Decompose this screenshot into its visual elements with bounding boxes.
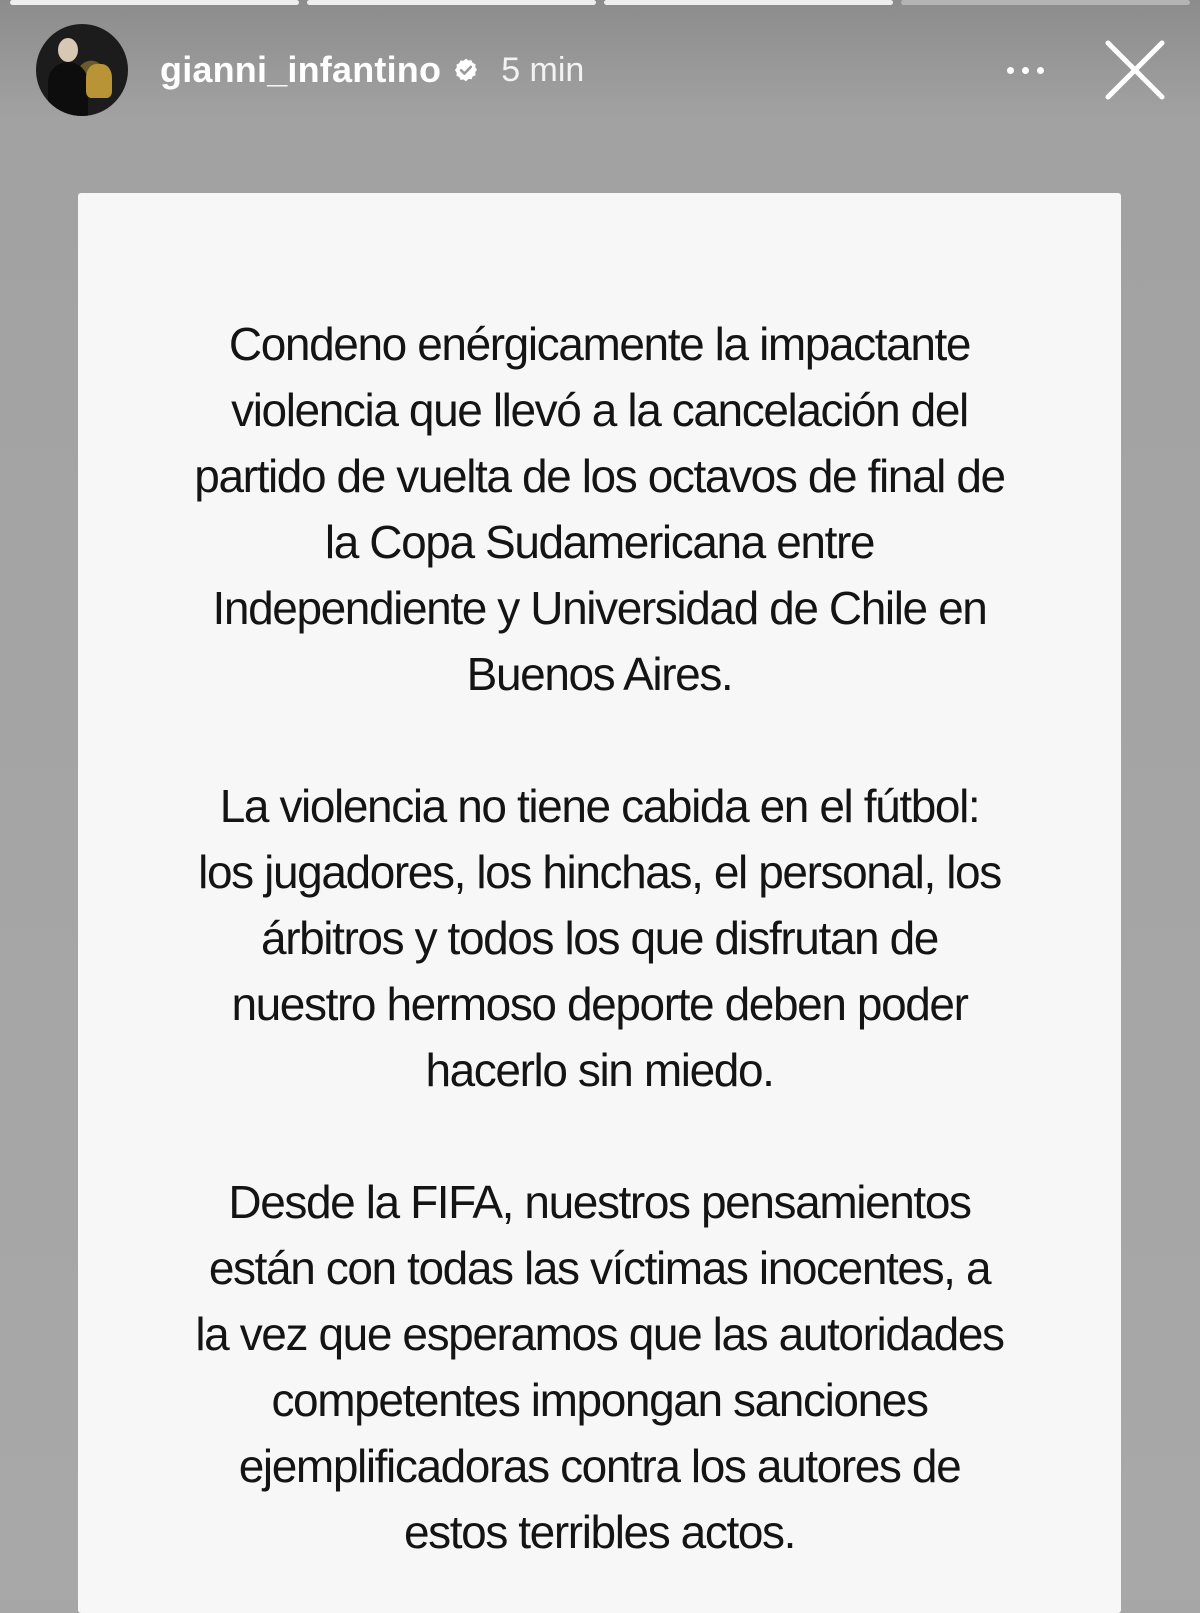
username-link[interactable]: gianni_infantino <box>160 49 442 90</box>
statement-text <box>78 311 1121 1565</box>
verified-badge-icon <box>453 57 479 83</box>
more-options-icon-dot <box>1022 67 1029 74</box>
more-options-icon-dot <box>1037 67 1044 74</box>
progress-segment <box>307 0 596 5</box>
avatar-head <box>58 38 78 62</box>
statement-paragraph-3: Desde la FIFA, nuestros pensamientos están con todas las víctimas inocentes, a la vez que esperamos que las autoridades competentes impongan sanciones ejemplificadoras contra los autores de estos terribles actos. <box>195 1176 1004 1558</box>
profile-avatar[interactable] <box>36 24 128 116</box>
avatar-figure <box>48 62 88 116</box>
avatar-trophy <box>86 64 112 98</box>
story-text-card <box>78 193 1121 1613</box>
more-options-button[interactable] <box>990 40 1060 100</box>
statement-paragraph-2: La violencia no tiene cabida en el fútbol: los jugadores, los hinchas, el personal, los árbitros y todos los que disfrutan de nuestro hermoso deporte deben poder hacerlo sin miedo. <box>198 780 1001 1096</box>
story-progress-bar <box>10 0 1190 5</box>
progress-segment <box>10 0 299 5</box>
post-time: 5 min <box>501 50 585 89</box>
story-header <box>36 22 1170 118</box>
progress-segment <box>604 0 893 5</box>
close-icon[interactable] <box>1100 35 1170 105</box>
more-options-icon <box>1007 67 1014 74</box>
progress-segment-current <box>901 0 1190 5</box>
statement-paragraph-1: Condeno enérgicamente la impactante violencia que llevó a la cancelación del partido de vuelta de los octavos de final de la Copa Sudamericana entre Independiente y Universidad de Chile en Buenos Aires. <box>194 318 1005 700</box>
